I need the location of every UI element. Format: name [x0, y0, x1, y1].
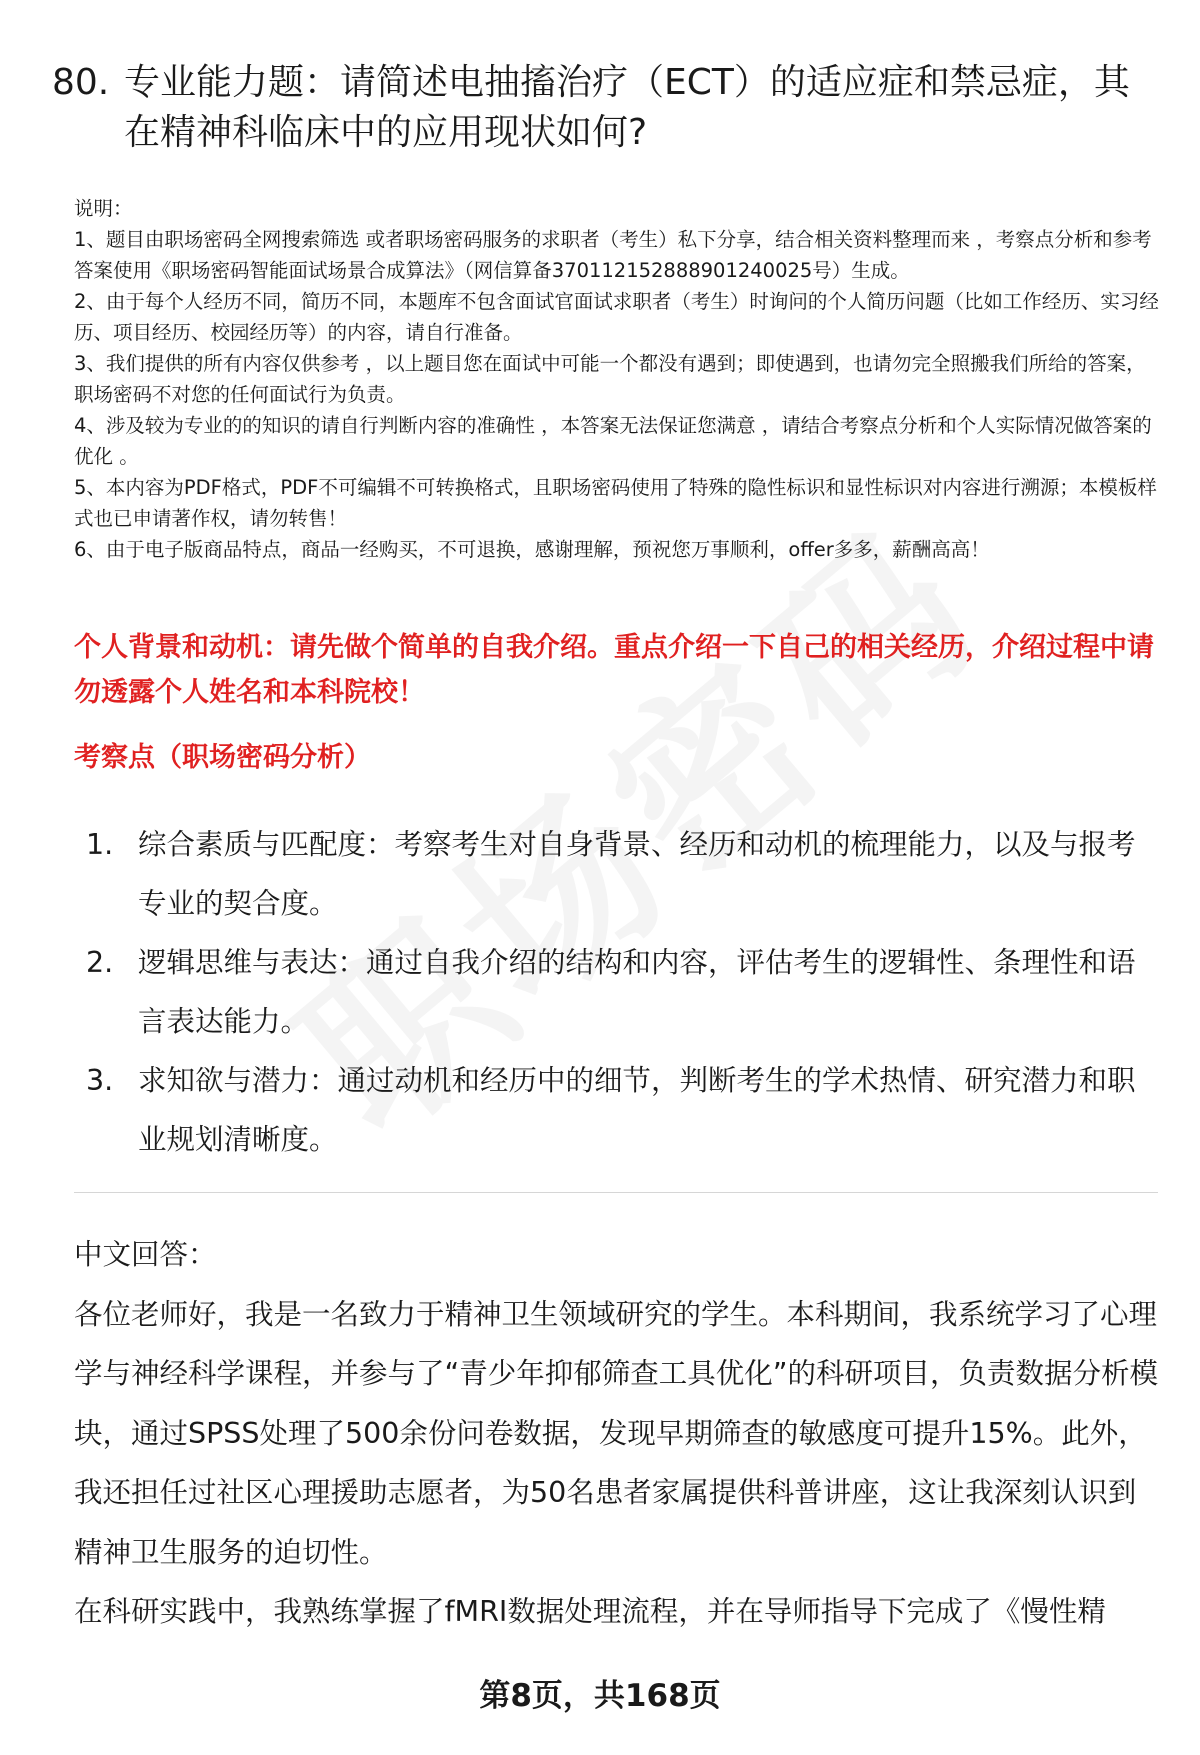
notes-block	[74, 193, 1164, 565]
list-item	[74, 815, 1154, 933]
list-item	[74, 933, 1154, 1051]
page-footer: 第8页，共168页	[479, 1678, 721, 1714]
point-text: 求知欲与潜力：通过动机和经历中的细节，判断考生的学术热情、研究潜力和职业规划清晰度。	[138, 1064, 1136, 1156]
point-number: 1.	[86, 828, 114, 861]
analysis-heading: 考察点（职场密码分析）	[74, 742, 371, 773]
answer-paragraph: 在科研实践中，我熟练掌握了fMRI数据处理流程，并在导师指导下完成了《慢性精	[74, 1595, 1106, 1628]
note-item: 3、我们提供的所有内容仅供参考 ，以上题目您在面试中可能一个都没有遇到；即使遇到，也请勿完全照搬我们所给的答案，职场密码不对您的任何面试行为负责。	[74, 352, 1146, 406]
note-item: 5、本内容为PDF格式，PDF不可编辑不可转换格式，且职场密码使用了特殊的隐性标识和显性标识对内容进行溯源；本模板样式也已申请著作权，请勿转售！	[74, 476, 1157, 530]
analysis-points	[74, 815, 1154, 1169]
section-heading: 个人背景和动机：请先做个简单的自我介绍。重点介绍一下自己的相关经历，介绍过程中请勿透露个人姓名和本科院校！	[74, 632, 1154, 708]
question-block	[52, 58, 1152, 158]
answer-label: 中文回答：	[74, 1238, 217, 1271]
question-number: 80.	[52, 62, 110, 103]
note-item: 2、由于每个人经历不同，简历不同，本题库不包含面试官面试求职者（考生）时询问的个人简历问题（比如工作经历、实习经历、项目经历、校园经历等）的内容，请自行准备。	[74, 290, 1159, 344]
answer-block	[74, 1225, 1164, 1642]
point-number: 2.	[86, 946, 114, 979]
note-item: 4、涉及较为专业的的知识的请自行判断内容的准确性 ，本答案无法保证您满意 ，请结合考察点分析和个人实际情况做答案的优化 。	[74, 414, 1152, 468]
point-text: 逻辑思维与表达：通过自我介绍的结构和内容，评估考生的逻辑性、条理性和语言表达能力。	[138, 946, 1136, 1038]
note-item: 6、由于电子版商品特点，商品一经购买，不可退换，感谢理解，预祝您万事顺利，offer多多，薪酬高高！	[74, 538, 990, 561]
list-item	[74, 1051, 1154, 1169]
point-number: 3.	[86, 1064, 114, 1097]
notes-title: 说明：	[74, 197, 133, 220]
point-text: 综合素质与匹配度：考察考生对自身背景、经历和动机的梳理能力，以及与报考专业的契合度。	[138, 828, 1136, 920]
divider	[74, 1192, 1158, 1193]
answer-paragraph: 各位老师好，我是一名致力于精神卫生领域研究的学生。本科期间，我系统学习了心理学与神经科学课程，并参与了“青少年抑郁筛查工具优化”的科研项目，负责数据分析模块，通过SPSS处理了500余份问卷数据，发现早期筛查的敏感度可提升15%。此外，我还担任过社区心理援助志愿者，为50名患者家属提供科普讲座，这让我深刻认识到精神卫生服务的迫切性。	[74, 1297, 1159, 1569]
note-item: 1、题目由职场密码全网搜索筛选 或者职场密码服务的求职者（考生）私下分享，结合相关资料整理而来 ，考察点分析和参考答案使用《职场密码智能面试场景合成算法》（网信算备370112152888901240025号）生成。	[74, 228, 1152, 282]
question-text: 专业能力题：请简述电抽搐治疗（ECT）的适应症和禁忌症，其在精神科临床中的应用现状如何?	[124, 62, 1130, 153]
